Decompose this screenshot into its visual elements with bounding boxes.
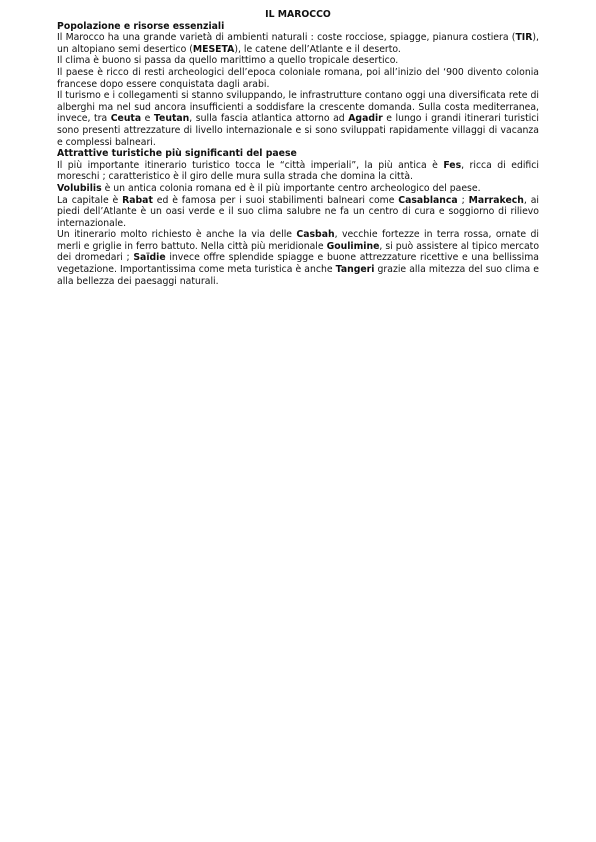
text-run: e lungo i grandi itinerari turistici sono presenti attrezzature di livello internazionale e si sono sviluppati rapidamente villaggi di vacanza e complessi balneari. <box>57 113 539 148</box>
paragraph-turismo <box>57 90 539 148</box>
text-run: , si può assistere al tipico mercato dei dromedari ; <box>57 240 540 264</box>
place-name: Fes <box>443 159 462 171</box>
text-run: , sulla fascia atlantica attorno ad <box>189 113 349 125</box>
paragraph-clima <box>57 55 539 67</box>
text-run: , ricca di edifici moreschi ; caratteristico è il giro delle mura sulla strada che domina la città. <box>57 159 539 183</box>
paragraph-capitale <box>57 195 539 230</box>
text-run: Il paese è ricco di resti archeologici dell’epoca coloniale romana, poi all’inizio del ‘900 divento colonia francese dopo essere conquistata dagli arabi. <box>57 66 539 90</box>
place-name: Teutan <box>153 113 190 125</box>
place-name: Volubilis <box>57 182 102 194</box>
text-run: ), un altopiano semi desertico ( <box>57 32 539 55</box>
text-run: Il clima è buono si passa da quello marittimo a quello tropicale desertico. <box>57 55 399 67</box>
place-name: Marrakech <box>468 194 524 206</box>
place-name: Casablanca <box>398 194 458 206</box>
text-run: Il più importante itinerario turistico tocca le “città imperiali”, la più antica è <box>57 159 444 171</box>
text-run: grazie alla mitezza del suo clima e alla bellezza dei paesaggi naturali. <box>57 264 539 287</box>
text-run: ), le catene dell’Atlante e il deserto. <box>234 43 401 55</box>
text-run: Un itinerario molto richiesto è anche la via delle <box>57 229 297 241</box>
paragraph-citta-imperiali <box>57 160 539 183</box>
text-run: e <box>141 113 154 125</box>
place-name: Saïdie <box>133 252 166 264</box>
place-name: Casbah <box>296 229 335 241</box>
text-run: ; <box>457 194 469 206</box>
place-name: TIR <box>515 32 533 44</box>
place-name: Goulimine <box>326 240 380 252</box>
place-name: MESETA <box>192 43 235 55</box>
place-name: Agadir <box>348 113 383 125</box>
paragraph-ambienti <box>57 32 539 55</box>
text-run: , vecchie fortezze in terra rossa, ornate di merli e griglie in ferro battuto. Nella città più meridionale <box>57 229 540 252</box>
text-run: , ai piedi dell’Atlante è un oasi verde e il suo clima salubre ne fa un centro di cura e soggiorno di rilievo internazionale. <box>57 194 539 229</box>
text-run: Il Marocco ha una grande varietà di ambienti naturali : coste rocciose, spiagge, pianura costiera ( <box>57 32 516 44</box>
paragraph-volubilis <box>57 183 539 195</box>
place-name: Tangeri <box>335 264 375 276</box>
text-run: ed è famosa per i suoi stabilimenti balneari come <box>152 194 399 206</box>
paragraph-storia <box>57 67 539 90</box>
section-heading-popolazione: Popolazione e risorse essenziali <box>57 20 225 32</box>
text-run: è un antica colonia romana ed è il più importante centro archeologico del paese. <box>101 182 481 194</box>
document-title: IL MAROCCO <box>265 9 331 20</box>
place-name: Rabat <box>122 194 153 206</box>
section-heading-attrattive: Attrattive turistiche più significanti del paese <box>57 148 297 160</box>
text-run: La capitale è <box>57 194 123 206</box>
text-run: invece offre splendide spiagge e buone attrezzature ricettive e una bellissima vegetazione. Importantissima come meta turistica è anche <box>57 252 539 276</box>
document-page <box>57 9 539 287</box>
place-name: Ceuta <box>110 113 142 125</box>
text-run: Il turismo e i collegamenti si stanno sviluppando, le infrastrutture contano oggi una diversificata rete di alberghi ma nel sud ancora insufficienti a soddisfare la crescente domanda. Sulla costa mediterranea, invece, tra <box>57 90 539 125</box>
paragraph-casbah <box>57 229 539 287</box>
